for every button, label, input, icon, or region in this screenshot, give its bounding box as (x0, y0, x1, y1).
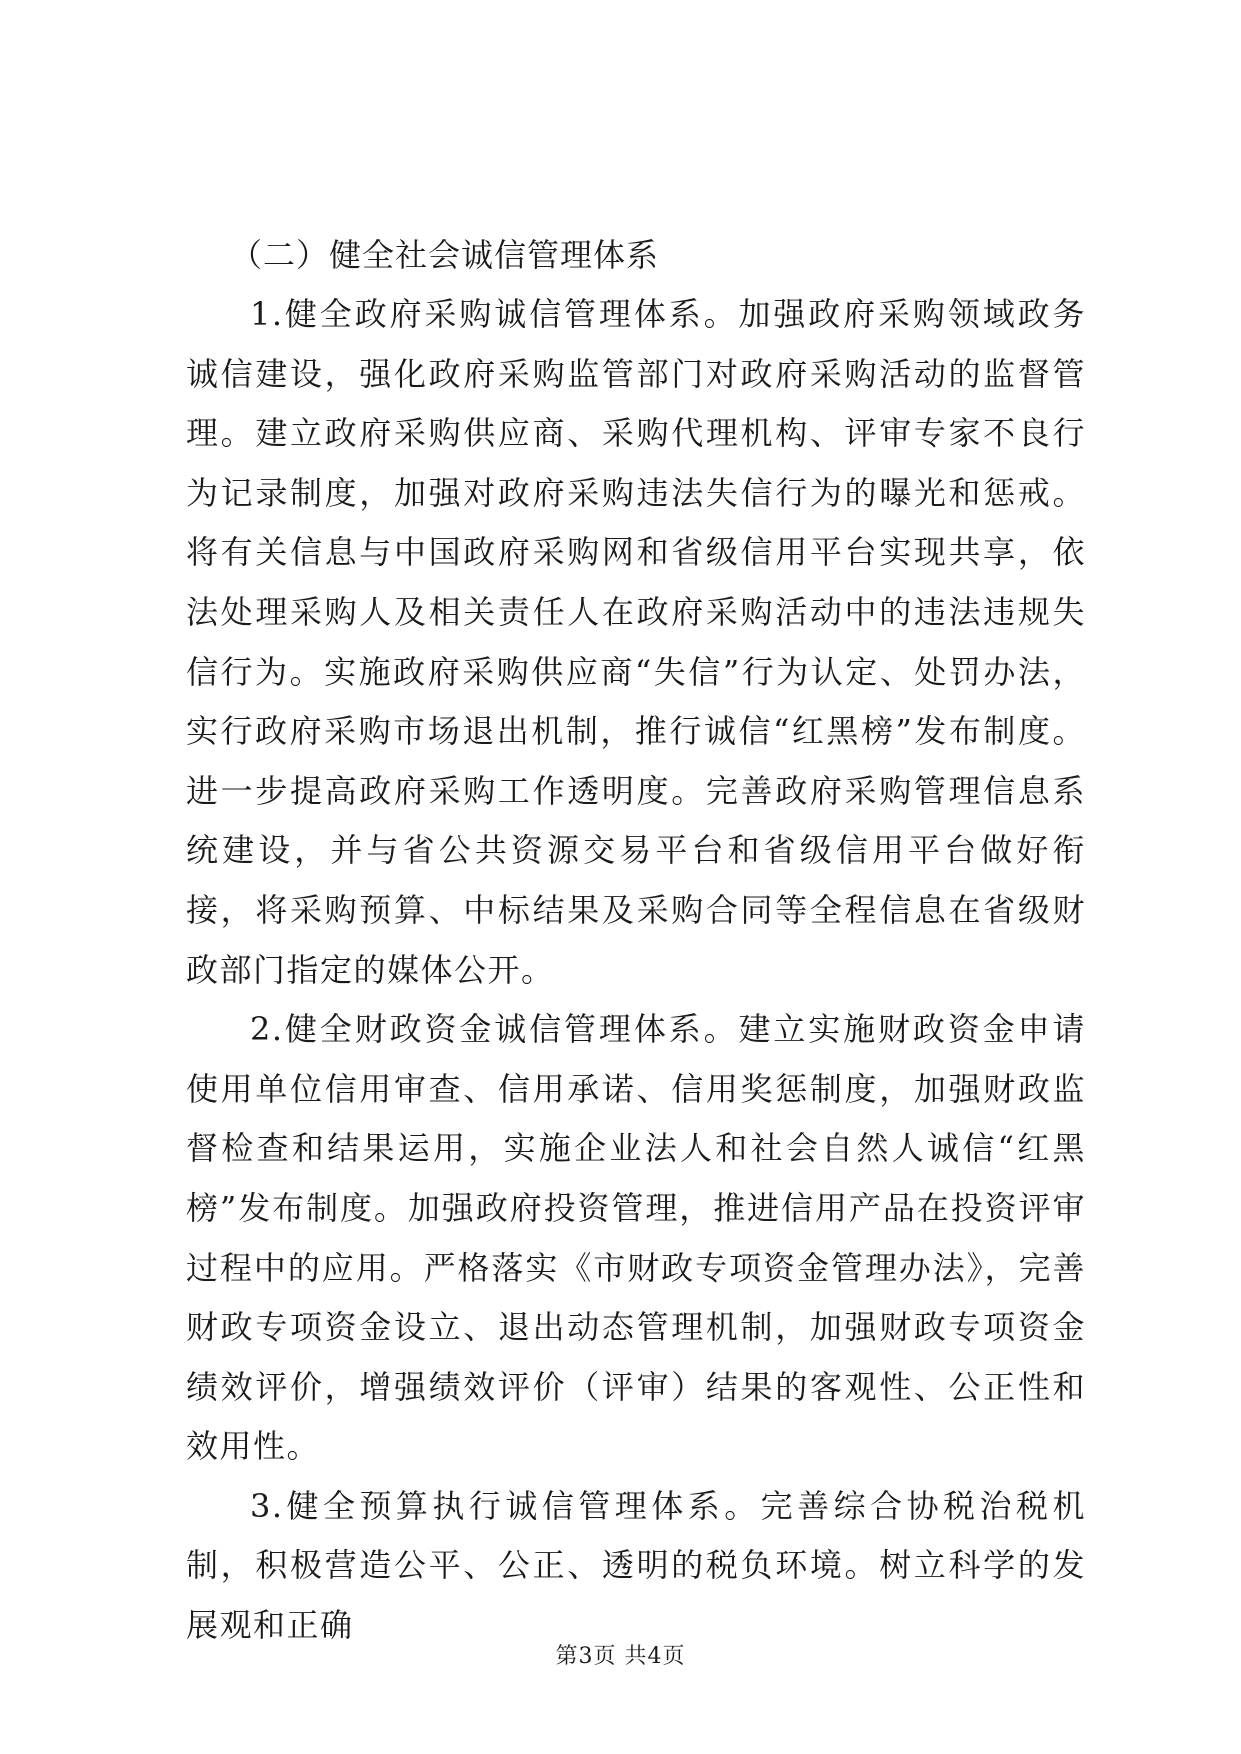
page-footer: 第3页 共4页 (555, 1644, 686, 1669)
document-body (186, 226, 1086, 1656)
section-heading: （二）健全社会诚信管理体系 (230, 236, 660, 274)
paragraph-2: 2.健全财政资金诚信管理体系。建立实施财政资金申请使用单位信用审查、信用承诺、信用奖惩制度，加强财政监督检查和结果运用，实施企业法人和社会自然人诚信“红黑榜”发布制度。加强政府投资管理，推进信用产品在投资评审过程中的应用。严格落实《市财政专项资金管理办法》，完善财政专项资金设立、退出动态管理机制，加强财政专项资金绩效评价，增强绩效评价（评审）结果的客观性、公正性和效用性。 (186, 1010, 1086, 1466)
paragraph-3: 3.健全预算执行诚信管理体系。完善综合协税治税机制，积极营造公平、公正、透明的税负环境。树立科学的发展观和正确 (186, 1486, 1086, 1645)
paragraph-1: 1.健全政府采购诚信管理体系。加强政府采购领域政务诚信建设，强化政府采购监管部门对政府采购活动的监督管理。建立政府采购供应商、采购代理机构、评审专家不良行为记录制度，加强对政府采购违法失信行为的曝光和惩戒。将有关信息与中国政府采购网和省级信用平台实现共享，依法处理采购人及相关责任人在政府采购活动中的违法违规失信行为。实施政府采购供应商“失信”行为认定、处罚办法，实行政府采购市场退出机制，推行诚信“红黑榜”发布制度。进一步提高政府采购工作透明度。完善政府采购管理信息系统建设，并与省公共资源交易平台和省级信用平台做好衔接，将采购预算、中标结果及采购合同等全程信息在省级财政部门指定的媒体公开。 (186, 295, 1086, 989)
